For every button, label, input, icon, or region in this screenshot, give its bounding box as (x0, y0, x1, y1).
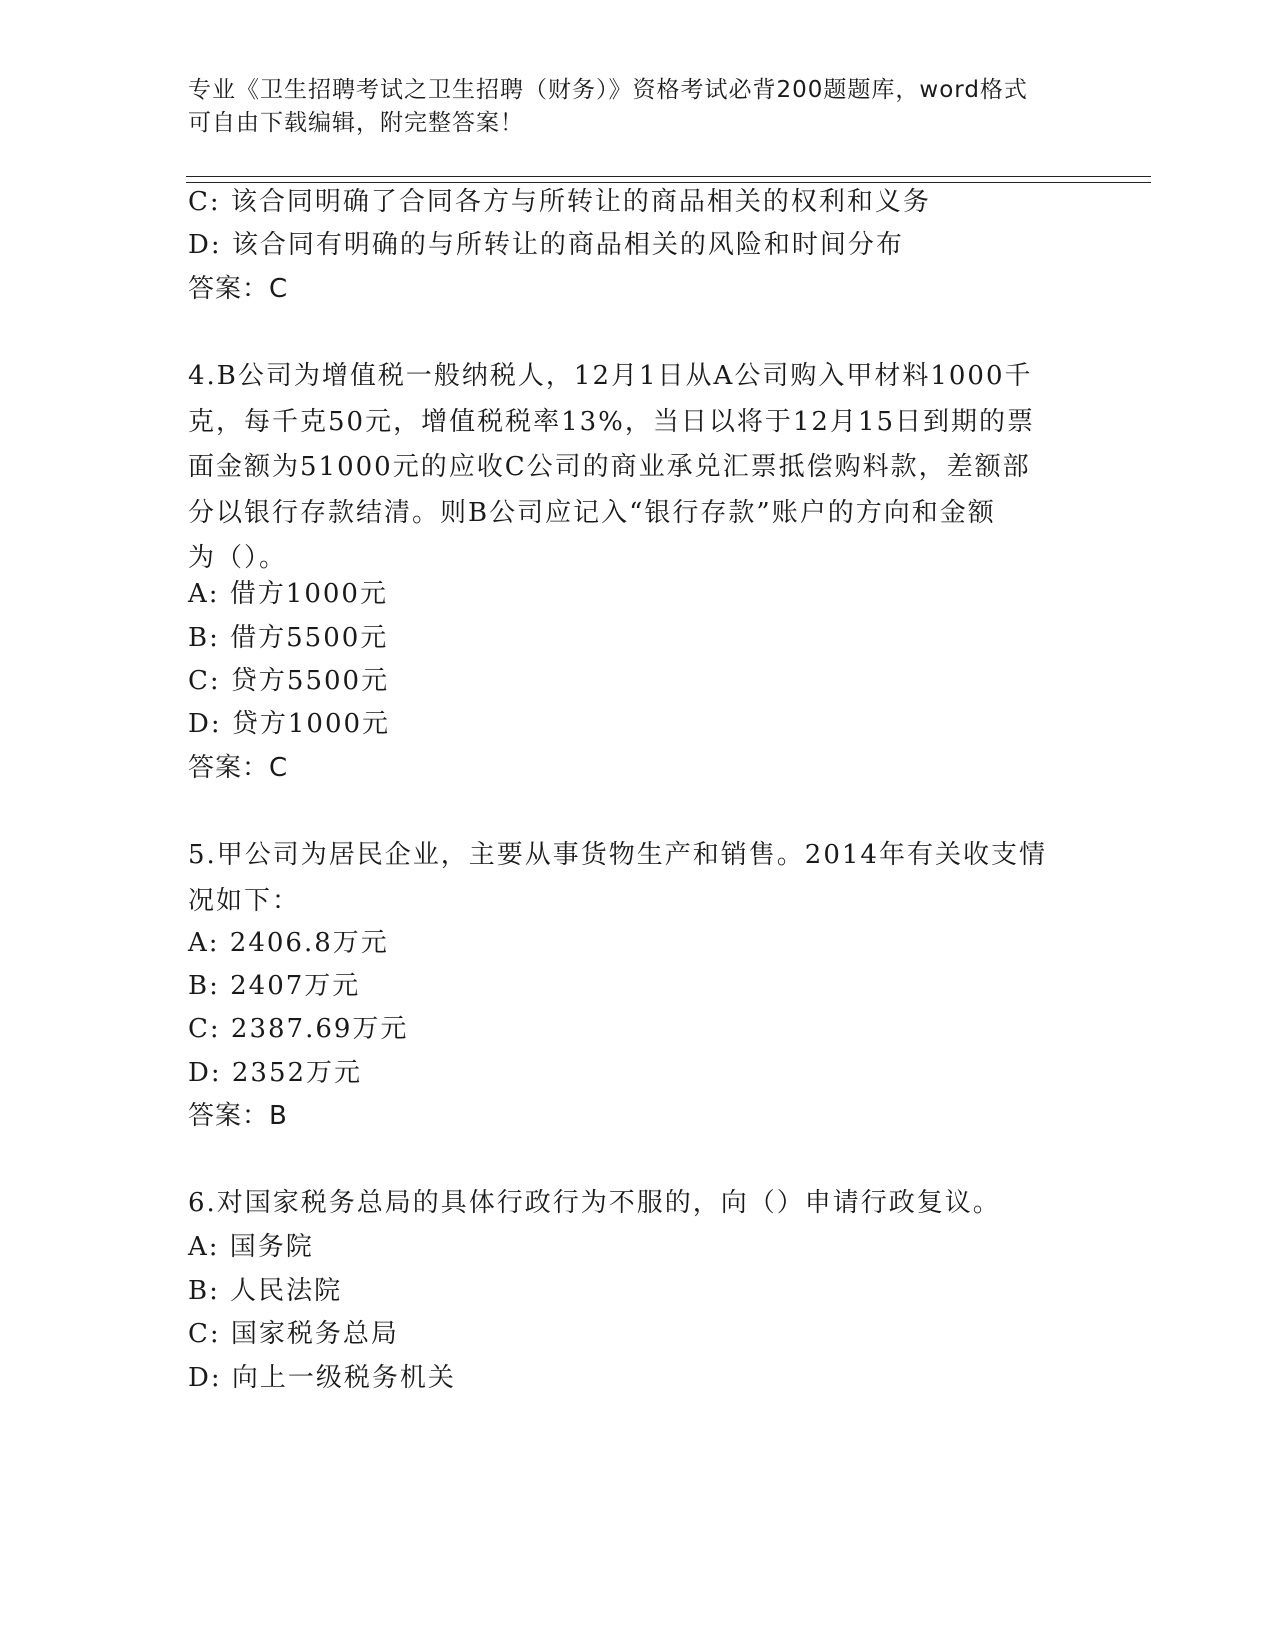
header-divider-bottom (186, 182, 1151, 183)
q5-option-c: C: 2387.69万元 (188, 1014, 409, 1044)
q5-stem (188, 833, 1068, 924)
q4-option-c: C: 贷方5500元 (188, 666, 390, 696)
q4-stem-line-5: 为（）。 (188, 543, 288, 573)
q4-option-d: D: 贷方1000元 (188, 709, 391, 739)
q4-option-b: B: 借方5500元 (188, 623, 389, 653)
q4-option-a: A: 借方1000元 (188, 579, 388, 609)
q5-answer: 答案：B (188, 1101, 288, 1131)
q5-option-b: B: 2407万元 (188, 971, 361, 1001)
q6-option-a: A: 国务院 (188, 1232, 314, 1262)
header-title-line-2: 可自由下载编辑，附完整答案！ (188, 110, 524, 136)
q6-option-d: D: 向上一级税务机关 (188, 1363, 456, 1393)
q6-option-c: C: 国家税务总局 (188, 1319, 399, 1349)
q5-stem-line-1: 5.甲公司为居民企业，主要从事货物生产和销售。2014年有关收支情 (188, 840, 1047, 870)
document-header (188, 74, 1068, 140)
q3-answer: 答案：C (188, 274, 289, 304)
q5-stem-line-2: 况如下： (188, 885, 301, 916)
header-divider-top (186, 176, 1151, 177)
q6-stem: 6.对国家税务总局的具体行政行为不服的，向（）申请行政复议。 (188, 1188, 1001, 1218)
q5-option-d: D: 2352万元 (188, 1058, 363, 1088)
q3-option-d: D: 该合同有明确的与所转让的商品相关的风险和时间分布 (188, 230, 904, 260)
q3-option-c: C: 该合同明确了合同各方与所转让的商品相关的权利和义务 (188, 187, 931, 217)
q4-stem-line-4: 分以银行存款结清。则B公司应记入“银行存款”账户的方向和金额 (188, 497, 996, 528)
q4-stem-line-3: 面金额为51000元的应收C公司的商业承兑汇票抵偿购料款，差额部 (188, 452, 1031, 482)
q4-stem-line-1: 4.B公司为增值税一般纳税人，12月1日从A公司购入甲材料1000千 (188, 361, 1033, 391)
q6-option-b: B: 人民法院 (188, 1276, 343, 1306)
q4-answer: 答案：C (188, 753, 289, 783)
q5-option-a: A: 2406.8万元 (188, 928, 389, 958)
q4-stem (188, 354, 1068, 582)
header-title-line-1: 专业《卫生招聘考试之卫生招聘（财务）》资格考试必背200题题库，word格式 (188, 77, 1028, 103)
q4-stem-line-2: 克，每千克50元，增值税税率13%，当日以将于12月15日到期的票 (188, 406, 1036, 437)
